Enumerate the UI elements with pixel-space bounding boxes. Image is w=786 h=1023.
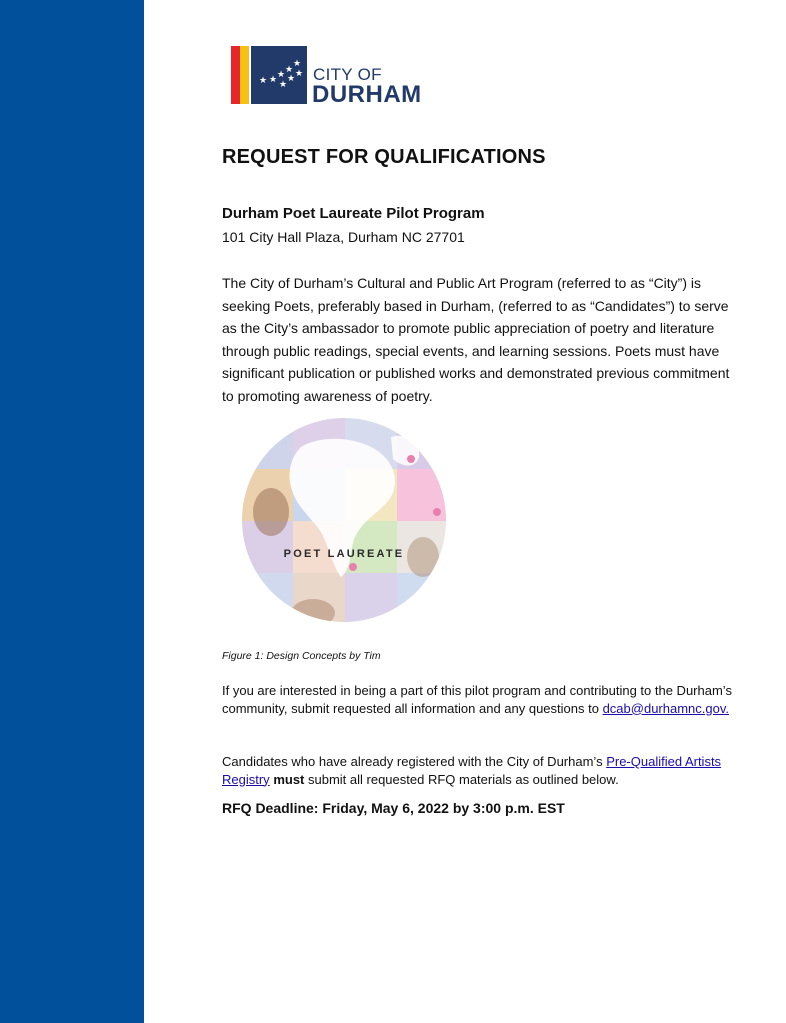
- svg-text:★: ★: [276, 70, 286, 80]
- address: 101 City Hall Plaza, Durham NC 27701: [222, 229, 465, 245]
- registry-text-after: submit all requested RFQ materials as outlined below.: [304, 771, 619, 787]
- contact-text: If you are interested in being a part of this pilot program and contributing to the Durham’s community, submit requested all information and any questions to: [222, 683, 732, 716]
- left-sidebar-band: [0, 0, 144, 1023]
- logo-stars-box: [251, 46, 307, 104]
- registry-link[interactable]: Pre-Qualified Artists Registry: [222, 754, 722, 787]
- logo-red-stripe: [231, 46, 240, 104]
- contact-paragraph: [222, 682, 742, 717]
- svg-text:★: ★: [292, 59, 302, 69]
- stars-icon: [251, 46, 307, 104]
- rfq-deadline: RFQ Deadline: Friday, May 6, 2022 by 3:00 p.m. EST: [222, 800, 565, 816]
- registry-paragraph: [222, 753, 742, 788]
- svg-text:★: ★: [284, 65, 294, 75]
- poet-laureate-label: POET LAUREATE: [283, 548, 405, 560]
- registry-text-before: Candidates who have already registered with the City of Durham’s: [222, 754, 607, 769]
- city-of-durham-logo: [231, 46, 431, 106]
- logo-yellow-stripe: [240, 46, 249, 104]
- svg-text:★: ★: [278, 80, 288, 90]
- poet-laureate-image: [241, 417, 447, 623]
- intro-paragraph: The City of Durham’s Cultural and Public Art Program (referred to as “City”) is seeking Poets, preferably based in Durham, (referred to as “Candidates”) to serve as the City’s ambassador to promote public appreciation of poetry and literature through public readings, special events, and learning sessions. Poets must have significant publication or published works and demonstrated previous commitment to promoting awareness of poetry.: [222, 275, 730, 404]
- svg-text:★: ★: [294, 69, 304, 79]
- must-emphasis: must: [273, 771, 305, 787]
- figure-caption: Figure 1: Design Concepts by Tim: [222, 650, 381, 662]
- email-link[interactable]: dcab@durhamnc.gov.: [602, 700, 729, 716]
- logo-city-of-text: CITY OF: [313, 65, 382, 84]
- logo-durham-text: DURHAM: [312, 81, 422, 108]
- svg-text:★: ★: [286, 74, 296, 84]
- page-title: REQUEST FOR QUALIFICATIONS: [222, 146, 546, 168]
- svg-text:★: ★: [258, 76, 268, 86]
- svg-text:★: ★: [268, 75, 278, 85]
- program-name: Durham Poet Laureate Pilot Program: [222, 205, 485, 222]
